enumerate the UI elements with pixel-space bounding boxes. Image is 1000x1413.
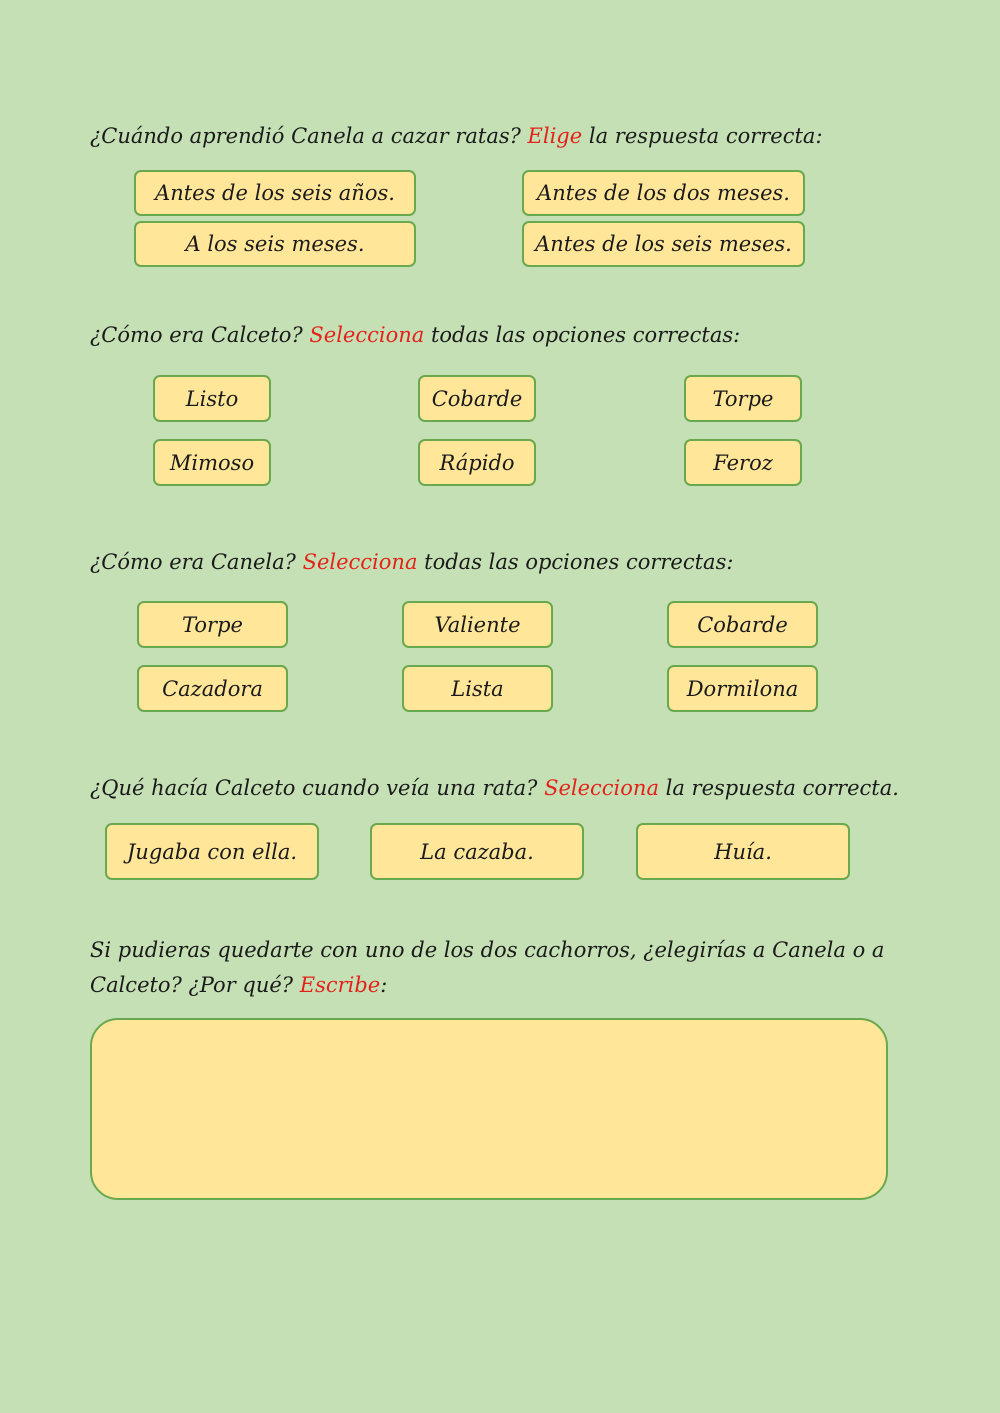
q3-option-cazadora[interactable]: Cazadora: [137, 665, 288, 712]
question-5-text-after: :: [380, 973, 388, 997]
question-2-text-after: todas las opciones correctas:: [424, 323, 741, 347]
question-2: [90, 318, 740, 353]
question-1-text-after: la respuesta correcta:: [582, 124, 823, 148]
q1-option-antes-seis-meses[interactable]: Antes de los seis meses.: [522, 221, 805, 267]
q1-option-seis-meses[interactable]: A los seis meses.: [134, 221, 416, 267]
q2-option-rapido[interactable]: Rápido: [418, 439, 536, 486]
q3-option-dormilona[interactable]: Dormilona: [667, 665, 818, 712]
question-4-text-before: ¿Qué hacía Calceto cuando veía una rata?: [90, 776, 545, 800]
question-4-text-after: la respuesta correcta.: [658, 776, 899, 800]
question-5-verb: Escribe: [299, 973, 381, 997]
question-3-text-before: ¿Cómo era Canela?: [90, 550, 303, 574]
question-1-text-before: ¿Cuándo aprendió Canela a cazar ratas?: [90, 124, 528, 148]
q2-option-feroz[interactable]: Feroz: [684, 439, 802, 486]
question-1: [90, 119, 823, 154]
answer-textbox[interactable]: [90, 1018, 888, 1200]
q1-option-antes-seis-anos[interactable]: Antes de los seis años.: [134, 170, 416, 216]
q3-option-lista[interactable]: Lista: [402, 665, 553, 712]
q3-option-torpe[interactable]: Torpe: [137, 601, 288, 648]
q2-option-cobarde[interactable]: Cobarde: [418, 375, 536, 422]
question-4-verb: Selecciona: [544, 776, 659, 800]
question-3-verb: Selecciona: [302, 550, 418, 574]
q2-option-mimoso[interactable]: Mimoso: [153, 439, 271, 486]
q4-option-cazaba[interactable]: La cazaba.: [370, 823, 584, 880]
question-2-verb: Selecciona: [309, 323, 425, 347]
q2-option-torpe[interactable]: Torpe: [684, 375, 802, 422]
q2-option-listo[interactable]: Listo: [153, 375, 271, 422]
q4-option-huia[interactable]: Huía.: [636, 823, 850, 880]
question-5-text-before: Si pudieras quedarte con uno de los dos cachorros, ¿elegirías a Canela o a Calceto? ¿Por qué?: [90, 938, 885, 997]
q3-option-valiente[interactable]: Valiente: [402, 601, 553, 648]
q3-option-cobarde[interactable]: Cobarde: [667, 601, 818, 648]
question-5: [90, 933, 890, 1003]
q4-option-jugaba[interactable]: Jugaba con ella.: [105, 823, 319, 880]
q1-option-antes-dos-meses[interactable]: Antes de los dos meses.: [522, 170, 805, 216]
question-1-verb: Elige: [527, 124, 583, 148]
question-3: [90, 545, 733, 580]
question-2-text-before: ¿Cómo era Calceto?: [90, 323, 310, 347]
question-3-text-after: todas las opciones correctas:: [417, 550, 734, 574]
question-4: [90, 771, 899, 806]
